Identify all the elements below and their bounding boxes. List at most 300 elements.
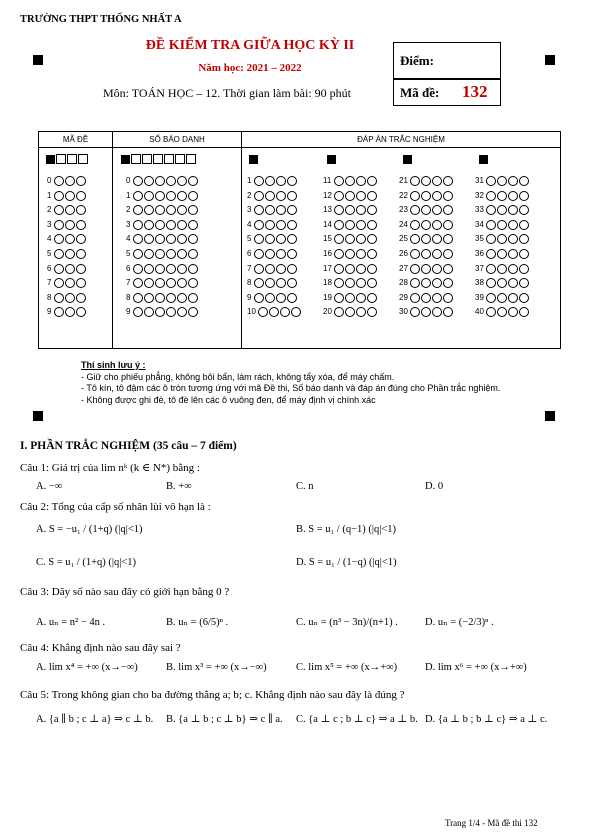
- answer-bubble: [356, 307, 366, 317]
- answer-bubble: [432, 307, 442, 317]
- question-2: Câu 2: Tổng của cấp số nhân lùi vô hạn là :: [20, 501, 211, 513]
- answer-bubble: [188, 278, 198, 288]
- answer-bubble: [443, 205, 453, 215]
- option-d: D. lim x⁶ = +∞ (x→+∞): [425, 662, 527, 673]
- answer-bubble: [443, 249, 453, 259]
- question-4: Câu 4: Khẳng định nào sau đây sai ?: [20, 642, 181, 654]
- score-label: Điểm:: [400, 53, 434, 68]
- answer-row: [399, 234, 454, 244]
- option-a: A. S = −u₁ / (1+q) (|q|<1): [36, 524, 143, 535]
- col-header-exam-code: MÃ ĐỀ: [39, 132, 112, 148]
- answer-bubble: [345, 278, 355, 288]
- answer-bubble: [155, 176, 165, 186]
- answer-bubble: [410, 264, 420, 274]
- question-number: 13: [323, 205, 335, 215]
- answer-row: [247, 293, 298, 303]
- answer-bubble: [155, 278, 165, 288]
- answer-row: [475, 234, 530, 244]
- answer-bubble: [497, 307, 507, 317]
- question-number: 26: [399, 249, 411, 259]
- answer-bubble: [432, 191, 442, 201]
- answer-row: [247, 278, 298, 288]
- question-number: 27: [399, 263, 411, 273]
- question-number: 18: [323, 278, 335, 288]
- digit-label: 6: [126, 263, 133, 273]
- answer-bubble: [497, 191, 507, 201]
- answer-bubble: [334, 176, 344, 186]
- exam-code-boxes: [46, 154, 89, 164]
- answer-bubble: [345, 220, 355, 230]
- answer-bubble: [144, 176, 154, 186]
- answer-bubble: [280, 307, 290, 317]
- question-number: 33: [475, 205, 487, 215]
- question-3: Câu 3: Dãy số nào sau đây có giới hạn bằng 0 ?: [20, 586, 230, 598]
- answer-bubble: [54, 234, 64, 244]
- answer-bubble: [334, 278, 344, 288]
- answer-bubble: [508, 293, 518, 303]
- answer-sheet: [38, 131, 561, 349]
- question-number: 29: [399, 292, 411, 302]
- answer-row: [399, 293, 454, 303]
- answer-bubble: [519, 278, 529, 288]
- registration-mark: [545, 55, 555, 65]
- note-line: - Giữ cho phiếu phẳng, không bôi bẩn, làm rách, không tẩy xóa, để máy chấm.: [81, 371, 395, 382]
- answer-bubble: [486, 220, 496, 230]
- answer-bubble: [265, 278, 275, 288]
- answer-bubble: [177, 176, 187, 186]
- answer-bubble: [367, 176, 377, 186]
- school-name: TRƯỜNG THPT THỐNG NHẤT A: [20, 14, 182, 25]
- registration-mark: [403, 155, 412, 164]
- digit-label: 4: [126, 234, 133, 244]
- exam-code-row: [47, 264, 87, 274]
- answer-bubble: [519, 205, 529, 215]
- answer-bubble: [265, 205, 275, 215]
- digit-label: 6: [47, 263, 54, 273]
- answer-row: [399, 176, 454, 186]
- answer-bubble: [443, 191, 453, 201]
- question-1: Câu 1: Giá trị của lim nᵏ (k ∈ N*) bằng :: [20, 462, 200, 474]
- answer-bubble: [166, 249, 176, 259]
- answer-bubble: [421, 191, 431, 201]
- answer-bubble: [276, 293, 286, 303]
- answer-bubble: [144, 249, 154, 259]
- answer-bubble: [356, 249, 366, 259]
- question-number: 11: [323, 176, 334, 186]
- answer-bubble: [276, 191, 286, 201]
- registration-mark: [479, 155, 488, 164]
- candidate-number-row: [126, 220, 199, 230]
- answer-bubble: [421, 234, 431, 244]
- answer-bubble: [133, 176, 143, 186]
- answer-bubble: [345, 249, 355, 259]
- answer-row: [323, 191, 378, 201]
- answer-bubble: [508, 176, 518, 186]
- answer-bubble: [421, 205, 431, 215]
- answer-bubble: [367, 191, 377, 201]
- answer-row: [247, 220, 298, 230]
- answer-bubble: [254, 293, 264, 303]
- answer-bubble: [486, 205, 496, 215]
- question-number: 19: [323, 292, 335, 302]
- answer-bubble: [269, 307, 279, 317]
- answer-bubble: [356, 278, 366, 288]
- answer-row: [475, 278, 530, 288]
- candidate-notes: [81, 360, 501, 406]
- answer-bubble: [188, 293, 198, 303]
- answer-bubble: [334, 249, 344, 259]
- answer-bubble: [287, 205, 297, 215]
- answer-bubble: [188, 307, 198, 317]
- answer-bubble: [345, 205, 355, 215]
- answer-bubble: [287, 293, 297, 303]
- option-a: A. {a ∥ b ; c ⊥ a} ⇒ c ⊥ b.: [36, 714, 154, 725]
- digit-box: [67, 154, 77, 164]
- answer-bubble: [265, 249, 275, 259]
- section-title: I. PHẦN TRẮC NGHIỆM: [20, 440, 151, 452]
- answer-row: [323, 307, 378, 317]
- question-number: 31: [475, 176, 487, 186]
- answer-bubble: [155, 205, 165, 215]
- answer-bubble: [519, 307, 529, 317]
- answer-bubble: [177, 293, 187, 303]
- candidate-number-row: [126, 278, 199, 288]
- answer-bubble: [155, 307, 165, 317]
- digit-label: 7: [126, 278, 133, 288]
- digit-label: 5: [126, 249, 133, 259]
- answer-bubble: [188, 234, 198, 244]
- answer-bubble: [188, 176, 198, 186]
- option-b: B. uₙ = (6/5)ⁿ .: [166, 617, 229, 628]
- answer-bubble: [133, 293, 143, 303]
- answer-row: [247, 249, 298, 259]
- option-b: B. lim x³ = +∞ (x→−∞): [166, 662, 267, 673]
- answer-bubble: [486, 264, 496, 274]
- answer-bubble: [367, 249, 377, 259]
- digit-box: [56, 154, 66, 164]
- question-number: 32: [475, 190, 487, 200]
- answer-bubble: [65, 293, 75, 303]
- answer-bubble: [54, 264, 64, 274]
- answer-bubble: [254, 205, 264, 215]
- answer-bubble: [432, 278, 442, 288]
- answer-bubble: [356, 234, 366, 244]
- answer-bubble: [287, 191, 297, 201]
- exam-code-box: [393, 79, 501, 106]
- answer-bubble: [155, 293, 165, 303]
- answer-bubble: [410, 205, 420, 215]
- answer-bubble: [265, 191, 275, 201]
- answer-bubble: [177, 307, 187, 317]
- answer-bubble: [367, 234, 377, 244]
- answer-bubble: [410, 176, 420, 186]
- answer-bubble: [265, 293, 275, 303]
- option-a: A. −∞: [36, 481, 63, 492]
- digit-label: 9: [126, 307, 133, 317]
- answer-bubble: [497, 293, 507, 303]
- answer-bubble: [177, 191, 187, 201]
- question-number: 1: [247, 176, 254, 186]
- answer-row: [399, 307, 454, 317]
- answer-bubble: [519, 191, 529, 201]
- registration-mark: [33, 55, 43, 65]
- answer-bubble: [356, 264, 366, 274]
- school-year: Năm học: 2021 – 2022: [198, 62, 302, 74]
- answer-bubble: [367, 307, 377, 317]
- answer-bubble: [166, 220, 176, 230]
- registration-mark: [249, 155, 258, 164]
- answer-bubble: [276, 220, 286, 230]
- candidate-number-row: [126, 264, 199, 274]
- answer-bubble: [133, 307, 143, 317]
- answer-row: [475, 176, 530, 186]
- digit-label: 7: [47, 278, 54, 288]
- digit-label: 8: [47, 292, 54, 302]
- answer-bubble: [432, 220, 442, 230]
- answer-bubble: [486, 278, 496, 288]
- answer-bubble: [144, 205, 154, 215]
- answer-row: [323, 249, 378, 259]
- answer-bubble: [497, 220, 507, 230]
- answer-bubble: [144, 191, 154, 201]
- answer-bubble: [177, 205, 187, 215]
- option-d: D. S = u₁ / (1−q) (|q|<1): [296, 557, 397, 568]
- answer-bubble: [144, 264, 154, 274]
- answer-bubble: [166, 191, 176, 201]
- question-number: 17: [323, 263, 335, 273]
- question-number: 34: [475, 219, 487, 229]
- answer-bubble: [345, 176, 355, 186]
- option-c: C. n: [296, 481, 314, 492]
- answer-bubble: [345, 307, 355, 317]
- option-a: A. lim x⁴ = +∞ (x→−∞): [36, 662, 138, 673]
- score-box: [393, 42, 501, 79]
- digit-box: [153, 154, 163, 164]
- question-number: 5: [247, 234, 254, 244]
- registration-mark: [545, 411, 555, 421]
- answer-bubble: [367, 278, 377, 288]
- answer-row: [247, 264, 298, 274]
- answer-bubble: [443, 264, 453, 274]
- question-number: 35: [475, 234, 487, 244]
- registration-mark: [327, 155, 336, 164]
- answer-bubble: [76, 234, 86, 244]
- digit-box: [164, 154, 174, 164]
- note-line: - Không được ghi đè, tô đè lên các ô vuông đen, để máy định vị chính xác: [81, 394, 376, 405]
- answer-bubble: [65, 249, 75, 259]
- answer-row: [323, 176, 378, 186]
- answer-bubble: [432, 293, 442, 303]
- answer-bubble: [287, 234, 297, 244]
- answer-bubble: [166, 307, 176, 317]
- answer-bubble: [276, 249, 286, 259]
- answer-bubble: [443, 293, 453, 303]
- answer-bubble: [497, 205, 507, 215]
- answer-bubble: [421, 176, 431, 186]
- candidate-number-row: [126, 191, 199, 201]
- answer-bubble: [76, 249, 86, 259]
- answer-bubble: [410, 293, 420, 303]
- answer-bubble: [188, 205, 198, 215]
- exam-code-row: [47, 191, 87, 201]
- answer-bubble: [334, 264, 344, 274]
- answer-bubble: [54, 278, 64, 288]
- answer-bubble: [166, 278, 176, 288]
- question-number: 40: [475, 307, 487, 317]
- answer-row: [247, 191, 298, 201]
- answer-bubble: [443, 220, 453, 230]
- answer-bubble: [334, 234, 344, 244]
- answer-bubble: [287, 249, 297, 259]
- option-b: B. S = u₁ / (q−1) (|q|<1): [296, 524, 397, 535]
- answer-bubble: [65, 264, 75, 274]
- exam-code-row: [47, 278, 87, 288]
- digit-box: [175, 154, 185, 164]
- answer-bubble: [54, 191, 64, 201]
- answer-bubble: [497, 176, 507, 186]
- question-number: 30: [399, 307, 411, 317]
- answer-bubble: [410, 249, 420, 259]
- digit-label: 3: [47, 219, 54, 229]
- question-number: 25: [399, 234, 411, 244]
- question-number: 24: [399, 219, 411, 229]
- registration-mark: [33, 411, 43, 421]
- digit-label: 4: [47, 234, 54, 244]
- candidate-number-boxes: [121, 154, 197, 164]
- answer-bubble: [345, 264, 355, 274]
- answer-bubble: [76, 191, 86, 201]
- answer-bubble: [421, 293, 431, 303]
- answer-bubble: [486, 176, 496, 186]
- option-b: B. +∞: [166, 481, 192, 492]
- answer-bubble: [334, 293, 344, 303]
- answer-bubble: [276, 176, 286, 186]
- answer-bubble: [144, 278, 154, 288]
- col-header-candidate-number: SỐ BÁO DANH: [113, 132, 241, 148]
- question-number: 20: [323, 307, 335, 317]
- digit-label: 1: [47, 190, 54, 200]
- question-number: 3: [247, 205, 254, 215]
- answer-bubble: [254, 234, 264, 244]
- answer-bubble: [65, 205, 75, 215]
- answer-bubble: [254, 264, 264, 274]
- question-number: 10: [247, 307, 259, 317]
- answer-row: [323, 205, 378, 215]
- answer-bubble: [54, 205, 64, 215]
- answer-bubble: [54, 220, 64, 230]
- answer-bubble: [519, 293, 529, 303]
- answer-bubble: [486, 293, 496, 303]
- candidate-number-row: [126, 205, 199, 215]
- answer-bubble: [287, 176, 297, 186]
- answer-row: [399, 264, 454, 274]
- question-number: 37: [475, 263, 487, 273]
- answer-bubble: [166, 176, 176, 186]
- answer-row: [475, 249, 530, 259]
- answer-bubble: [367, 264, 377, 274]
- answer-row: [399, 249, 454, 259]
- exam-code-row: [47, 205, 87, 215]
- answer-bubble: [334, 191, 344, 201]
- digit-label: 5: [47, 249, 54, 259]
- answer-bubble: [133, 278, 143, 288]
- answer-bubble: [144, 220, 154, 230]
- answer-bubble: [508, 264, 518, 274]
- answer-bubble: [54, 249, 64, 259]
- answer-bubble: [177, 264, 187, 274]
- answer-bubble: [76, 205, 86, 215]
- answer-bubble: [497, 264, 507, 274]
- answer-bubble: [144, 293, 154, 303]
- answer-bubble: [133, 205, 143, 215]
- digit-box: [142, 154, 152, 164]
- digit-label: 2: [47, 205, 54, 215]
- answer-bubble: [265, 176, 275, 186]
- answer-bubble: [356, 176, 366, 186]
- answer-bubble: [76, 278, 86, 288]
- question-number: 15: [323, 234, 335, 244]
- answer-bubble: [443, 278, 453, 288]
- divider: [112, 132, 113, 348]
- digit-label: 9: [47, 307, 54, 317]
- answer-row: [475, 293, 530, 303]
- exam-code-row: [47, 234, 87, 244]
- exam-code-row: [47, 293, 87, 303]
- exam-code-row: [47, 176, 87, 186]
- answer-bubble: [166, 205, 176, 215]
- answer-row: [475, 264, 530, 274]
- candidate-number-row: [126, 293, 199, 303]
- answer-bubble: [188, 249, 198, 259]
- answer-bubble: [508, 220, 518, 230]
- digit-label: 8: [126, 292, 133, 302]
- digit-label: 0: [47, 176, 54, 186]
- answer-row: [323, 264, 378, 274]
- answer-bubble: [155, 249, 165, 259]
- answer-bubble: [65, 176, 75, 186]
- answer-bubble: [188, 264, 198, 274]
- answer-bubble: [334, 205, 344, 215]
- answer-bubble: [519, 249, 529, 259]
- answer-bubble: [276, 264, 286, 274]
- answer-bubble: [54, 307, 64, 317]
- option-c: C. uₙ = (n³ − 3n)/(n+1) .: [296, 617, 398, 628]
- candidate-number-row: [126, 176, 199, 186]
- note-line: - Tô kín, tô đậm các ô tròn tương ứng với mã Đề thi, Số báo danh và đáp án đúng cho Phần trắc nghiệm.: [81, 383, 501, 393]
- answer-bubble: [410, 220, 420, 230]
- option-c: C. S = u₁ / (1+q) (|q|<1): [36, 557, 137, 568]
- answer-bubble: [133, 234, 143, 244]
- question-number: 14: [323, 219, 335, 229]
- answer-row: [323, 278, 378, 288]
- answer-bubble: [177, 234, 187, 244]
- answer-bubble: [254, 176, 264, 186]
- answer-bubble: [177, 249, 187, 259]
- exam-code-row: [47, 249, 87, 259]
- answer-bubble: [166, 234, 176, 244]
- answer-bubble: [177, 278, 187, 288]
- answer-bubble: [276, 205, 286, 215]
- answer-bubble: [54, 293, 64, 303]
- answer-bubble: [65, 191, 75, 201]
- answer-bubble: [356, 191, 366, 201]
- answer-bubble: [410, 278, 420, 288]
- answer-bubble: [508, 307, 518, 317]
- answer-bubble: [276, 234, 286, 244]
- answer-bubble: [497, 234, 507, 244]
- option-b: B. {a ⊥ b ; c ⊥ b} ⇒ c ∥ a.: [166, 714, 283, 725]
- answer-bubble: [258, 307, 268, 317]
